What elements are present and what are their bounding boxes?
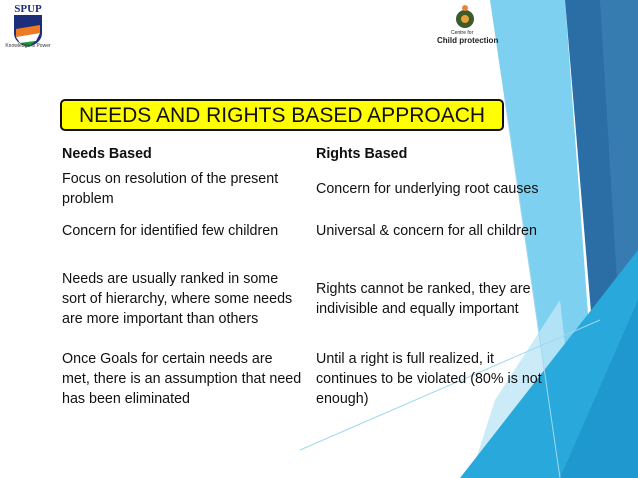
row4-needs: Once Goals for certain needs are met, there is an assumption that need has been eliminated [62, 351, 302, 407]
child-protection-logo [437, 4, 499, 48]
row1-needs: Focus on resolution of the present problem [62, 171, 279, 207]
row3-rights: Rights cannot be ranked, they are indivisible and equally important [316, 281, 531, 317]
logo-line2: Child protection [437, 36, 499, 45]
spup-logo-text: SPUP [14, 3, 42, 15]
spup-logo [6, 3, 50, 53]
spup-motto: Knowledge is Power [5, 43, 51, 49]
row2-needs: Concern for identified few children [62, 223, 279, 239]
header-rights-based: Rights Based [316, 146, 408, 162]
row3-needs: Needs are usually ranked in some sort of hierarchy, where some needs are more important than others [62, 271, 293, 327]
row4-rights: Until a right is full realized, it continues to be violated (80% is not enough) [316, 351, 542, 407]
logo-line1: Centre for [451, 30, 474, 36]
header-needs-based: Needs Based [62, 146, 152, 162]
row2-rights: Universal & concern for all children [316, 223, 537, 239]
slide-title: NEEDS AND RIGHTS BASED APPROACH [60, 99, 504, 131]
row1-rights: Concern for underlying root causes [316, 181, 539, 197]
